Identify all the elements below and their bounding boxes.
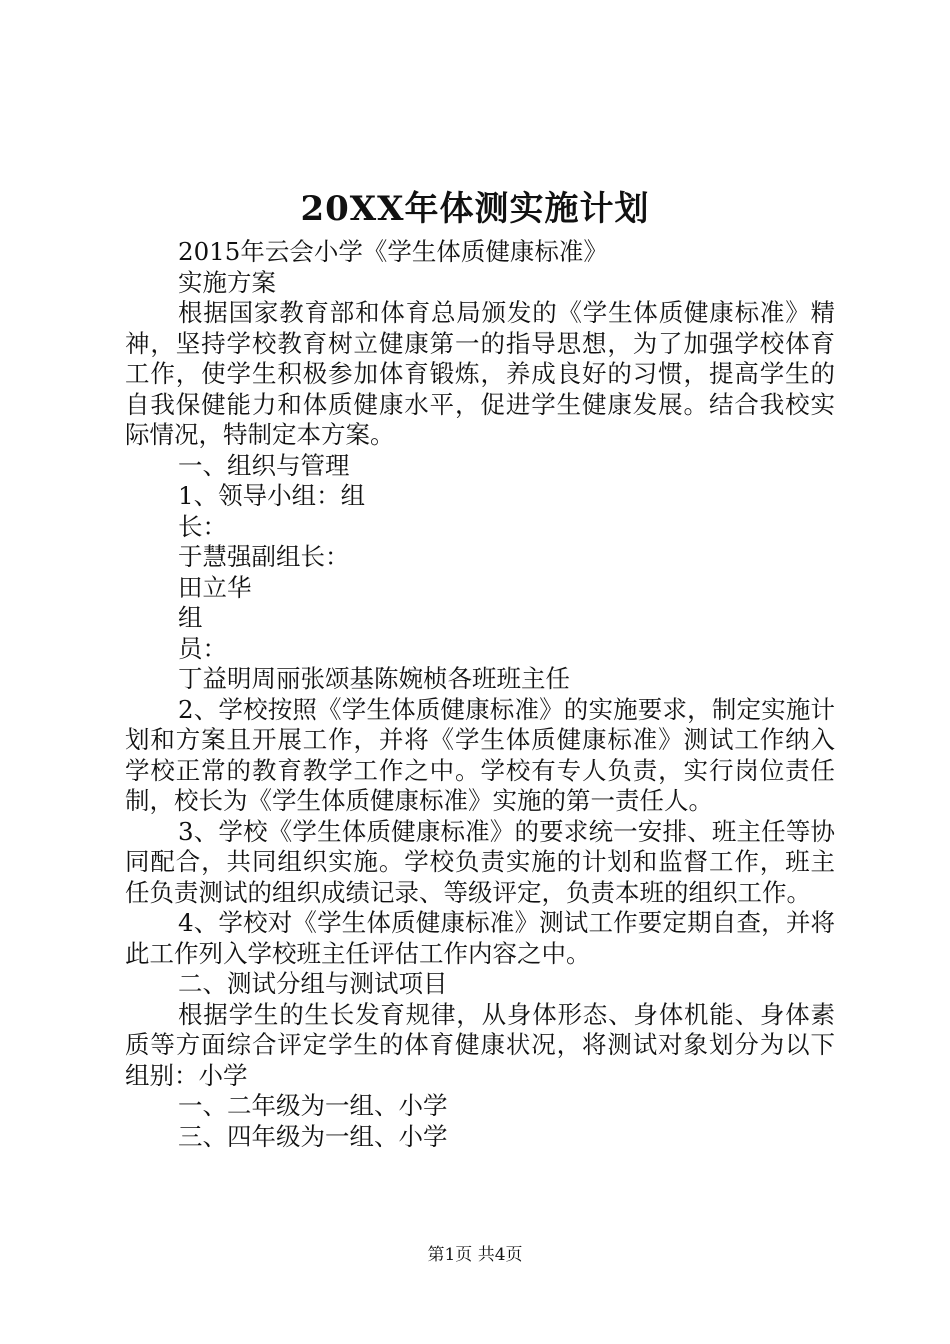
paragraph: 2、学校按照《学生体质健康标准》的实施要求，制定实施计划和方案且开展工作，并将《学生体质健康标准》测试工作纳入学校正常的教育教学工作之中。学校有专人负责，实行岗位责任制，校长为《学生体质健康标准》实施的第一责任人。 — [125, 694, 835, 815]
page-footer: 第1页 共4页 — [427, 1245, 523, 1265]
paragraph: 4、学校对《学生体质健康标准》测试工作要定期自查，并将此工作列入学校班主任评估工作内容之中。 — [125, 908, 835, 968]
paragraph: 三、四年级为一组、小学 — [178, 1121, 448, 1151]
document-body — [125, 237, 835, 1152]
paragraph: 长： — [178, 511, 227, 541]
paragraph: 实施方案 — [178, 267, 276, 297]
paragraph: 3、学校《学生体质健康标准》的要求统一安排、班主任等协同配合，共同组织实施。学校负责实施的计划和监督工作，班主任负责测试的组织成绩记录、等级评定，负责本班的组织工作。 — [125, 816, 835, 907]
paragraph: 田立华 — [178, 572, 252, 602]
paragraph: 员： — [178, 633, 227, 663]
paragraph: 2015年云会小学《学生体质健康标准》 — [178, 237, 608, 266]
paragraph: 二、测试分组与测试项目 — [178, 969, 448, 998]
paragraph: 丁益明周丽张颂基陈婉桢各班班主任 — [178, 664, 570, 693]
paragraph: 根据学生的生长发育规律，从身体形态、身体机能、身体素质等方面综合评定学生的体育健康状况，将测试对象划分为以下组别：小学 — [125, 999, 835, 1090]
paragraph: 一、组织与管理 — [178, 450, 350, 480]
paragraph: 1、领导小组：组 — [178, 481, 366, 510]
paragraph: 一、二年级为一组、小学 — [178, 1091, 448, 1120]
document-title: 20XX年体测实施计划 — [300, 189, 650, 229]
paragraph: 组 — [178, 603, 203, 632]
paragraph: 于慧强副组长： — [178, 542, 350, 571]
paragraph: 根据国家教育部和体育总局颁发的《学生体质健康标准》精神，坚持学校教育树立健康第一的指导思想，为了加强学校体育工作，使学生积极参加体育锻炼，养成良好的习惯，提高学生的自我保健能力和体质健康水平，促进学生健康发展。结合我校实际情况，特制定本方案。 — [125, 298, 835, 449]
